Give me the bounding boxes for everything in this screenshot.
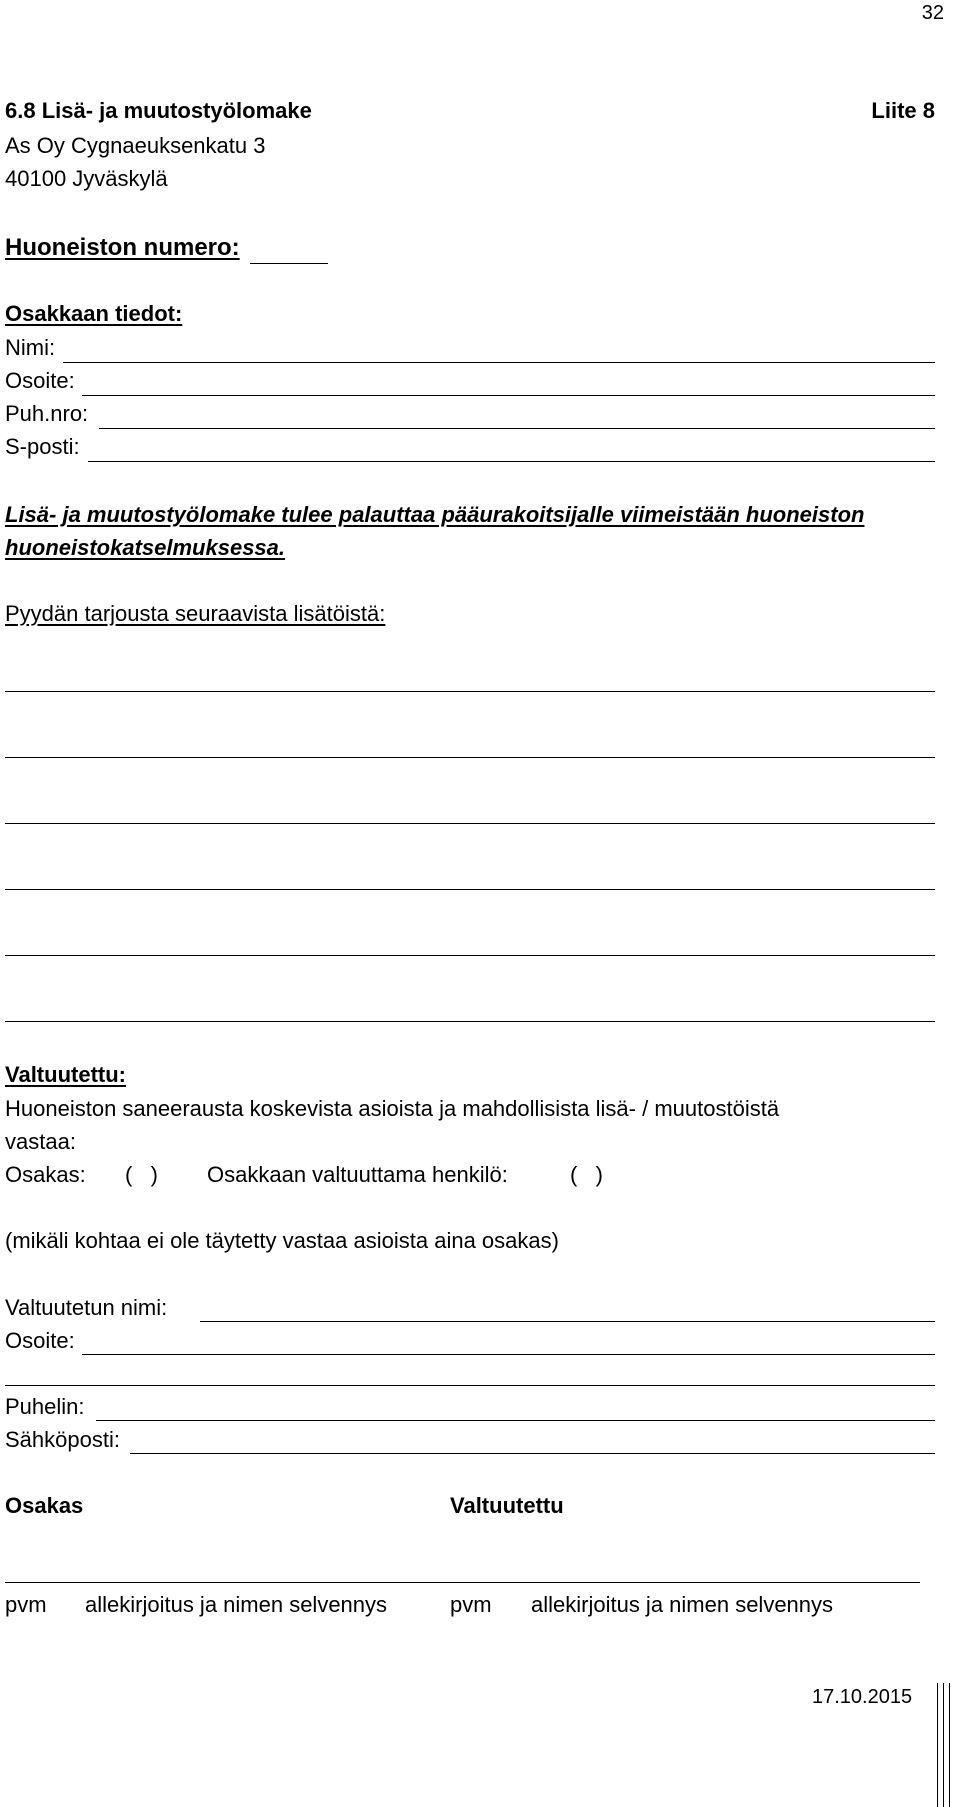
authorized-name-label: Valtuutetun nimi: (5, 1295, 168, 1320)
authorized-address-field[interactable] (82, 1354, 935, 1355)
owner-date-label: pvm (5, 1592, 47, 1617)
option-owner-label: Osakas: (5, 1162, 86, 1187)
footer-border-line-2 (943, 1683, 944, 1807)
authorized-phone-field[interactable] (96, 1420, 935, 1421)
owner-phone-label: Puh.nro: (5, 401, 89, 426)
return-notice-line-2: huoneistokatselmuksessa. (5, 535, 286, 560)
owner-address-field[interactable] (82, 395, 935, 396)
page-number: 32 (921, 2, 944, 24)
authorized-phone-label: Puhelin: (5, 1394, 85, 1419)
authorized-email-field[interactable] (130, 1453, 935, 1454)
authorized-heading: Valtuutettu: (5, 1062, 126, 1087)
option-owner-checkbox[interactable]: ( ) (125, 1162, 158, 1187)
owner-address-label: Osoite: (5, 368, 75, 393)
address-line-2: 40100 Jyväskylä (5, 166, 168, 191)
owner-email-field[interactable] (88, 461, 935, 462)
footer-border-line-1 (937, 1683, 938, 1807)
default-owner-note: (mikäli kohtaa ei ole täytetty vastaa asioista aina osakas) (5, 1228, 559, 1253)
request-line-3[interactable] (5, 823, 935, 824)
owner-email-label: S-posti: (5, 434, 80, 459)
option-proxy-checkbox[interactable]: ( ) (570, 1162, 603, 1187)
authorized-address-field-2[interactable] (5, 1385, 935, 1386)
authorized-signature-heading: Valtuutettu (450, 1493, 564, 1518)
owner-info-heading: Osakkaan tiedot: (5, 301, 183, 326)
authorized-email-label: Sähköposti: (5, 1427, 120, 1452)
authorized-address-label: Osoite: (5, 1328, 75, 1353)
form-title: 6.8 Lisä- ja muutostyölomake (5, 98, 312, 123)
footer-date: 17.10.2015 (812, 1686, 913, 1708)
option-proxy-label: Osakkaan valtuuttama henkilö: (207, 1162, 508, 1187)
apartment-number-label: Huoneiston numero: (5, 234, 240, 261)
owner-signature-heading: Osakas (5, 1493, 84, 1518)
authorized-signature-label: allekirjoitus ja nimen selvennys (531, 1592, 834, 1617)
footer-border-line-3 (949, 1683, 950, 1807)
request-line-2[interactable] (5, 757, 935, 758)
owner-name-label: Nimi: (5, 335, 56, 360)
appendix-label: Liite 8 (871, 98, 935, 123)
apartment-number-field[interactable] (250, 263, 328, 264)
authorized-date-label: pvm (450, 1592, 492, 1617)
request-line-5[interactable] (5, 955, 935, 956)
request-line-1[interactable] (5, 691, 935, 692)
owner-phone-field[interactable] (99, 428, 935, 429)
signature-line[interactable] (5, 1582, 920, 1583)
owner-signature-label: allekirjoitus ja nimen selvennys (85, 1592, 388, 1617)
authorized-description-line-2: vastaa: (5, 1129, 76, 1154)
authorized-name-field[interactable] (200, 1321, 935, 1322)
return-notice-line-1: Lisä- ja muutostyölomake tulee palauttaa pääurakoitsijalle viimeistään huoneiston (5, 502, 865, 527)
authorized-description-line-1: Huoneiston saneerausta koskevista asioista ja mahdollisista lisä- / muutostöistä (5, 1096, 780, 1121)
request-heading: Pyydän tarjousta seuraavista lisätöistä: (5, 601, 386, 626)
request-line-6[interactable] (5, 1021, 935, 1022)
address-line-1: As Oy Cygnaeuksenkatu 3 (5, 133, 266, 158)
request-line-4[interactable] (5, 889, 935, 890)
owner-name-field[interactable] (63, 362, 935, 363)
